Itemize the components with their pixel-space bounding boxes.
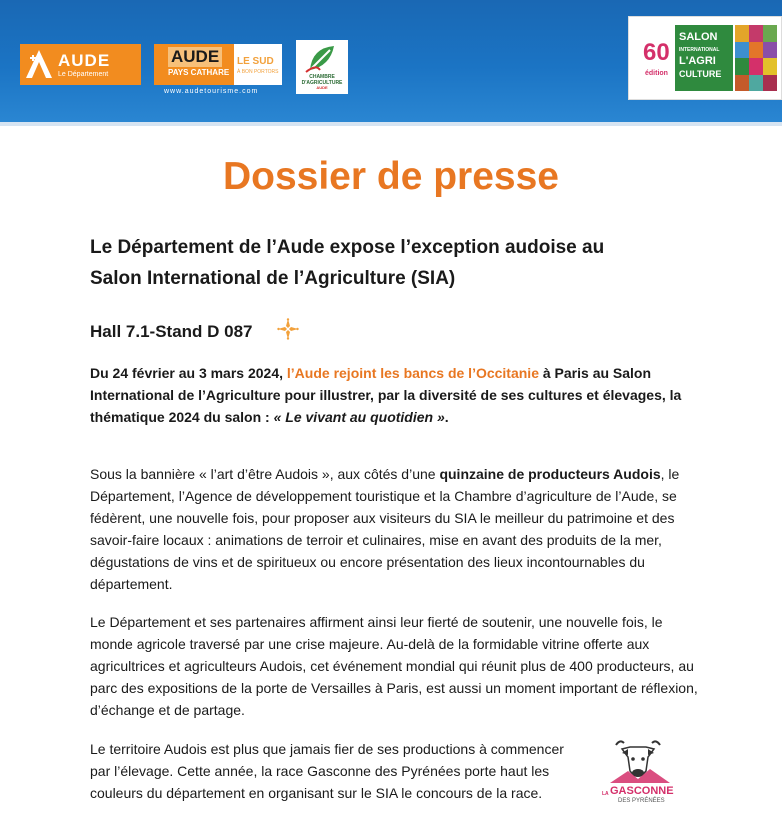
paragraph-1-bold: quinzaine de producteurs Audois <box>439 466 661 482</box>
gasconne-logo-sub: DES PYRÉNÉES <box>618 798 665 804</box>
aude-logo-mark-icon <box>20 44 58 85</box>
chambre-agriculture-logo <box>296 40 348 94</box>
subtitle-line-1: Le Département de l’Aude expose l’exception audoise au <box>90 237 605 258</box>
paragraph-1-after: , le Département, l’Agence de développement touristique et la Chambre d’agriculture de l’Aude, se fédèrent, une nouvelle fois, pour proposer aux visiteurs du SIA le meilleur du patrimoine et des savoir-faire locaux : animations de terroir et culinaires, mise en avant des produits de la mer, dégustations de vins et de spiritueux ou encore présentation des lieux incontournables du département. <box>90 466 680 592</box>
sia-60-edition-logo <box>628 16 782 100</box>
lead-part-2: à Paris au Salon International de l’Agriculture pour illustrer, par la diversité de ses cultures et élevages, la thématique 2024 du salon : <box>90 365 682 425</box>
tourisme-logo-sub: PAYS CATHARE <box>168 68 230 77</box>
aude-tourisme-logo <box>154 44 282 85</box>
tourisme-url: www.audetourisme.com <box>164 88 259 95</box>
body-paragraph-1 <box>90 463 700 595</box>
lead-highlight: l’Aude rejoint les bancs de l’Occitanie <box>286 365 539 381</box>
chambre-logo-line2: D'AGRICULTURE <box>301 79 343 86</box>
body-paragraph-3: Le territoire Audois est plus que jamais fier de ses productions à commencer par l’élevage. Cette année, la race Gasconne des Pyrénées porte haut les couleurs du département en organisant sur le SIA le concours de la race. <box>90 741 564 801</box>
tourisme-logo-name: AUDE <box>168 47 222 67</box>
lead-end: . <box>444 409 449 425</box>
sia-edition-label: édition <box>645 70 668 77</box>
paragraph-1-before: Sous la bannière « l’art d’être Audois », aux côtés d’une <box>90 466 440 482</box>
sia-logo-text-block <box>675 25 733 91</box>
occitan-cross-icon <box>277 318 299 340</box>
sia-tiles-icon <box>735 25 777 91</box>
aude-departement-logo <box>20 44 141 85</box>
stand-location: Hall 7.1-Stand D 087 <box>90 322 253 341</box>
gasconne-des-pyrenees-logo <box>600 737 690 809</box>
gasconne-logo-prefix: LA <box>602 791 609 797</box>
chambre-leaf-icon <box>296 40 348 76</box>
aude-logo-name: AUDE <box>58 50 111 70</box>
gasconne-logo-name: GASCONNE <box>610 785 674 797</box>
aude-logo-sub: Le Département <box>58 70 109 78</box>
lead-part-1: Du 24 février au 3 mars 2024, <box>90 365 287 381</box>
subtitle-line-2: Salon International de l’Agriculture (SIA) <box>90 268 456 289</box>
body-paragraph-2: Le Département et ses partenaires affirment ainsi leur fierté de soutenir, une nouvelle fois, le monde agricole traversé par une crise majeure. Au-delà de la formidable vitrine offerte aux agricultrices et agriculteurs Audois, cet événement mondial qui réunit plus de 400 producteurs, au parc des expositions de la porte de Versailles à Paris, est aussi un moment important de réflexion, d’échange et de partage. <box>90 614 698 718</box>
cow-head-icon <box>600 737 690 785</box>
lead-quote: « Le vivant au quotidien » <box>273 409 445 425</box>
page-title: Dossier de presse <box>222 155 559 198</box>
sia-logo-line1: SALON <box>679 31 718 43</box>
chambre-logo-line1: CHAMBRE <box>309 74 335 80</box>
header-divider <box>0 122 782 126</box>
sia-edition-number: 60 <box>643 39 670 66</box>
tourisme-logo-side-2: À BON PORTORS <box>237 69 279 75</box>
tourisme-logo-side-1: LE SUD <box>237 56 274 67</box>
sia-logo-line4: CULTURE <box>679 69 722 79</box>
chambre-logo-line3: AUDE <box>316 85 328 90</box>
sia-logo-line3: L'AGRI <box>679 55 716 67</box>
sia-logo-line2: INTERNATIONAL <box>679 47 720 53</box>
document-subtitle <box>90 232 700 294</box>
lead-paragraph <box>90 362 695 428</box>
